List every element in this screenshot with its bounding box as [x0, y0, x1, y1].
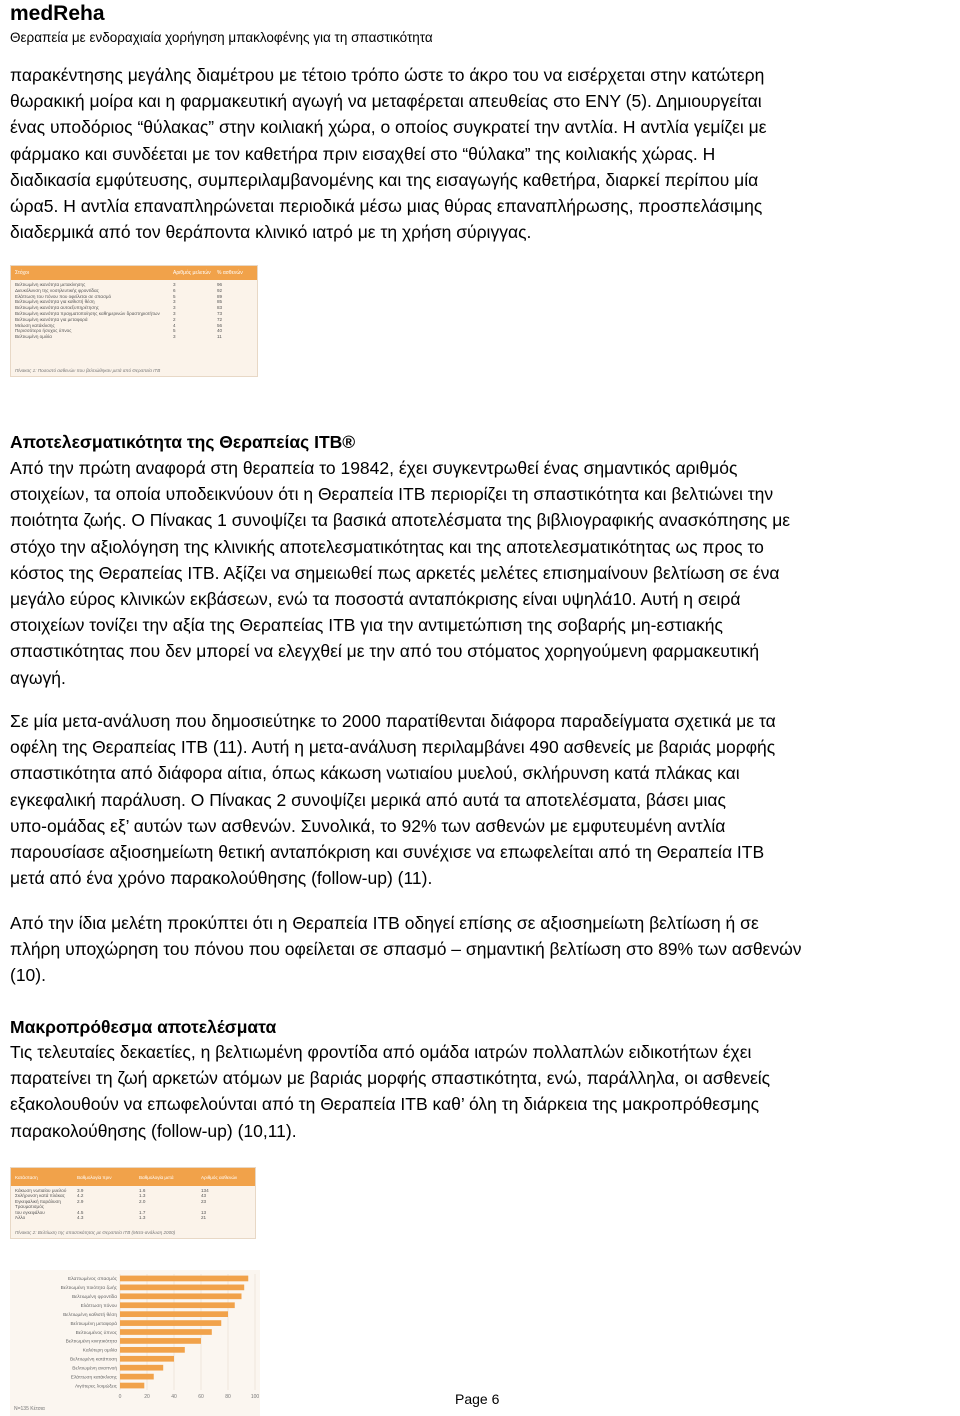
table-2-cell: 43: [201, 1193, 207, 1199]
chart-bar: [120, 1356, 174, 1362]
table-2-cell: Κάκωση νωτιαίου μυελού: [15, 1188, 67, 1193]
table-1-cell: 92: [217, 287, 223, 293]
table-2-cell: 4.5: [77, 1209, 84, 1215]
table-1-cell: 56: [217, 322, 223, 328]
table-1-cell: 3: [173, 299, 176, 305]
table-1-cell: 72: [217, 316, 223, 322]
paragraph-1: παρακέντησης μεγάλης διαμέτρου με τέτοιο τρόπο ώστε το άκρο του να εισέρχεται στην κατώτερη θωρακική μοίρα και η φαρμακευτική αγωγή να μεταφέρεται απευθείας στο ΕΝΥ (5). Δημιουργείται ένας υποδόριος “θύλακας” στην κοιλιακή χώρα, ο οποίος συγκρατεί την αντλία. Η αντλία γεμίζει με φάρμακο και συνδέεται με τον καθετήρα πριν εισαχθεί στο “θύλακα” της κοιλιακής χώρας. Η διαδικασία εμφύτευσης, συμπεριλαμβανομένης και της εισαγωγής καθετήρα, διαρκεί περίπου μία ώρα5. Η αντλία επαναπληρώνεται περιοδικά μέσω μιας θύρας επαναπλήρωσης, προσπελάσιμης διαδερμικά από τον θεράποντα κλινικό ιατρό με τη χρήση σύριγγας.: [10, 65, 767, 243]
chart-category-label: Βελτιωμένη κατάποση: [70, 1357, 117, 1363]
chart-x-tick-label: 0: [118, 1394, 122, 1400]
chart-category-label: Ελαττωμένος σπασμός: [67, 1277, 117, 1283]
chart-bar: [120, 1347, 185, 1353]
chart-category-label: Ελάττωση πόνου: [80, 1304, 117, 1310]
table-1-header-cell: % ασθενών: [217, 270, 243, 276]
chart-bar: [120, 1293, 242, 1299]
table-2-cell: 2.9: [77, 1198, 84, 1204]
chart-x-tick-label: 80: [225, 1394, 231, 1400]
chart-bar: [120, 1338, 201, 1344]
table-1-cell: Βελτιωμένη ικανότητα για μεταφορά: [15, 316, 88, 322]
table-2-cell: 4.3: [77, 1214, 84, 1220]
table-1-cell: 5: [173, 328, 176, 334]
table-2-cell: Άλλο: [15, 1214, 26, 1220]
brand-title: medReha: [10, 2, 105, 25]
chart-bar: [120, 1285, 244, 1291]
table-2-cell: 23: [201, 1198, 207, 1204]
table-1-cell: Βελτιωμένη ομιλία: [15, 334, 52, 340]
chart-bar: [120, 1365, 163, 1371]
table-1-cell: 40: [217, 328, 223, 334]
table-1-figure: [10, 265, 258, 377]
chart-category-label: Βελτιωμένη ποιότητα ζωής: [60, 1286, 117, 1292]
table-1-cell: Διευκόλυνση της νοσηλευτικής φροντίδας: [15, 287, 99, 293]
table-1-caption: Πίνακας 1: Ποσοστό ασθενών που βελτιώθηκαν μετά από Θεραπεία ΙΤΒ: [15, 368, 161, 373]
table-2-cell: 2.0: [139, 1198, 146, 1204]
table-2-cell: του εγκεφάλου: [15, 1209, 45, 1215]
chart-category-label: Βελτιωμένη μεταφορά: [70, 1321, 117, 1327]
table-2-cell: 21: [201, 1214, 207, 1220]
chart-bar: [120, 1302, 235, 1308]
table-2-caption: Πίνακας 2: Βελτίωση της σπαστικότητας με Θεραπεία ΙΤΒ (Μετα-ανάλυση 2000): [15, 1230, 176, 1235]
chart-footnote: N=135 Κέτσια: [14, 1406, 45, 1412]
chart-category-label: Βελτιωμένη καθιστή θέση: [63, 1312, 117, 1318]
table-1-cell: 2: [173, 316, 176, 322]
paragraph-5: Τις τελευταίες δεκαετίες, η βελτιωμένη φροντίδα από ομάδα ιατρών πολλαπλών ειδικοτήτων έχει παρατείνει τη ζωή αρκετών ατόμων με βαριάς μορφής σπαστικότητα, ενώ, παράλληλα, οι ασθενείς εξακολουθούν να επωφελούνται από τη Θεραπεία ΙΤΒ καθ’ όλη τη διάρκεια της μακροπρόθεσμης παρακολούθησης (follow-up) (10,11).: [10, 1042, 771, 1141]
table-1-cell: 96: [217, 282, 223, 287]
section-heading-long-term: Μακροπρόθεσμα αποτελέσματα: [10, 1017, 277, 1037]
table-2-cell: 3.9: [77, 1188, 84, 1193]
chart-category-label: Λιγότερες λοιμώξεις: [74, 1384, 117, 1390]
table-1-header-cell: Αριθμός μελετών: [173, 270, 211, 276]
chart-bar: [120, 1276, 248, 1282]
table-2-cell: 1.3: [139, 1214, 146, 1220]
chart-bar: [120, 1311, 228, 1317]
table-1-cell: 83: [217, 305, 223, 311]
chart-category-label: Βελτιωμένη φροντίδα: [71, 1295, 117, 1301]
table-1-cell: Βελτιωμένη ικανότητα για καθιστή θέση: [15, 299, 95, 305]
benefits-bar-chart: [10, 1270, 260, 1416]
table-2-header-cell: Βαθμολογία μετά: [139, 1174, 174, 1180]
document-subtitle: Θεραπεία με ενδοραχιαία χορήγηση μπακλοφένης για τη σπαστικότητα: [10, 30, 433, 45]
table-2-body: [11, 1186, 255, 1222]
table-1-cell: 73: [217, 310, 223, 316]
chart-x-tick-label: 40: [171, 1394, 177, 1400]
chart-category-label: Ελάττωση κατάκλισης: [70, 1375, 117, 1381]
page-number: Page 6: [455, 1391, 500, 1407]
table-1-cell: 6: [173, 287, 176, 293]
table-1-cell: 3: [173, 282, 176, 287]
table-1-header-cell: Στόχοι: [15, 270, 29, 276]
paragraph-2: Από την πρώτη αναφορά στη θεραπεία το 19842, έχει συγκεντρωθεί ένας σημαντικός αριθμός στοιχείων, τα οποία υποδεικνύουν ότι η Θεραπεία ΙΤΒ περιορίζει τη σπαστικότητα και βελτιώνει την ποιότητα ζωής. Ο Πίνακας 1 συνοψίζει τα βασικά αποτελέσματα της βιβλιογραφικής ανασκόπησης με στόχο την αξιολόγηση της κλινικής αποτελεσματικότητας και της αποτελεσματικότητας ως προς το κόστος της Θεραπείας ΙΤΒ. Αξίζει να σημειωθεί πως αρκετές μελέτες επισημαίνουν βελτίωση σε ένα μεγάλο εύρος κλινικών εκβάσεων, ενώ τα ποσοστά ανταπόκρισης είναι υψηλά10. Αυτή η σειρά στοιχείων τονίζει την αξία της Θεραπείας ΙΤΒ για την αντιμετώπιση της σοβαρής μη-εστιακής σπαστικότητας που δεν μπορεί να ελεγχθεί με την από του στόματος χορηγούμενη φαρμακευτική αγωγή.: [10, 458, 791, 688]
chart-bar: [120, 1329, 212, 1335]
chart-category-label: Βελτιωμένη αναπνοή: [72, 1366, 117, 1372]
table-1-cell: 4: [173, 322, 176, 328]
chart-bar: [120, 1320, 221, 1326]
table-1-cell: 85: [217, 299, 223, 305]
table-1-cell: 5: [173, 293, 176, 299]
table-1-cell: Βελτιωμένη ικανότητα μετακίνησης: [15, 282, 86, 287]
section-heading-effectiveness: Αποτελεσματικότητα της Θεραπείας ΙΤΒ®: [10, 432, 356, 452]
table-1-row: [15, 334, 253, 340]
chart-bar: [120, 1383, 144, 1389]
table-1-cell: 3: [173, 305, 176, 311]
table-2-cell: Εγκεφαλική παράλυση: [15, 1198, 61, 1204]
table-1-cell: 11: [217, 334, 222, 340]
chart-x-tick-label: 60: [198, 1394, 204, 1400]
table-1-body: [11, 280, 257, 342]
table-1-cell: Μείωση κατάκλισης: [15, 322, 55, 328]
table-2-header-cell: Κατάσταση: [15, 1174, 38, 1180]
table-2-cell: Τραυματισμός: [15, 1204, 44, 1210]
chart-category-label: Βελτιωμένη κινητικότητα: [65, 1339, 117, 1345]
paragraph-3: Σε μία μετα-ανάλυση που δημοσιεύτηκε το 2000 παρατίθενται διάφορα παραδείγματα σχετικά με τα οφέλη της Θεραπείας ΙΤΒ (11). Αυτή η μετα-ανάλυση περιλαμβάνει 490 ασθενείς με βαριάς μορφής σπαστικότητα από διάφορα αίτια, όπως κάκωση νωτιαίου μυελού, σκλήρυνση κατά πλάκας και εγκεφαλική παράλυση. Ο Πίνακας 2 συνοψίζει μερικά από αυτά τα αποτελέσματα, βάσει μιας υπο-ομάδας εξ’ αυτών των ασθενών. Συνολικά, το 92% των ασθενών με εμφυτευμένη αντλία παρουσίασε αξιοσημείωτη θετική ανταπόκριση και συνέχισε να επωφελείται από τη Θεραπεία ΙΤΒ μετά από ένα χρόνο παρακολούθησης (follow-up) (11).: [10, 711, 776, 889]
table-2-cell: 13: [201, 1209, 207, 1215]
table-1-header: [11, 266, 257, 280]
table-2-header: [11, 1168, 255, 1186]
table-2-cell: 1.6: [139, 1188, 146, 1193]
table-2-cell: 1.3: [139, 1193, 146, 1199]
chart-x-tick-label: 100: [250, 1394, 260, 1400]
chart-category-label: Βελτιωμένος ύπνος: [75, 1330, 117, 1336]
table-1-cell: Βελτιωμένη ικανότητα πραγματοποίησης καθημερινών δραστηριοτήτων: [15, 310, 160, 316]
table-2-figure: [10, 1167, 256, 1239]
table-1-cell: Ελάττωση του πόνου που οφείλεται σε σπασμό: [15, 293, 112, 299]
table-1-cell: 89: [217, 293, 223, 299]
paragraph-4: Από την ίδια μελέτη προκύπτει ότι η Θεραπεία ΙΤΒ οδηγεί επίσης σε αξιοσημείωτη βελτίωση ή σε πλήρη υποχώρηση του πόνου που οφείλεται σε σπασμό – σημαντική βελτίωση στο 89% των ασθενών (10).: [10, 913, 802, 986]
table-2-header-cell: Αριθμός ασθενών: [201, 1174, 238, 1180]
table-1-cell: 3: [173, 310, 176, 316]
table-2-cell: 4.2: [77, 1193, 84, 1199]
table-1-cell: Περισσότερο ήσυχος ύπνος: [15, 328, 72, 334]
table-2-header-cell: Βαθμολογία πριν: [77, 1174, 112, 1180]
chart-category-label: Καλύτερη ομιλία: [82, 1348, 117, 1354]
chart-bar: [120, 1374, 154, 1380]
chart-x-tick-label: 20: [144, 1394, 150, 1400]
table-1-cell: Βελτιωμένη ικανότητα αυτοεξυπηρέτησης: [15, 305, 99, 311]
table-2-cell: 1.7: [139, 1209, 146, 1215]
table-2-cell: Σκλήρυνση κατά πλάκας: [15, 1193, 65, 1199]
table-1-cell: 3: [173, 334, 176, 340]
table-2-cell: 134: [201, 1188, 209, 1193]
table-2-row: [15, 1215, 251, 1220]
